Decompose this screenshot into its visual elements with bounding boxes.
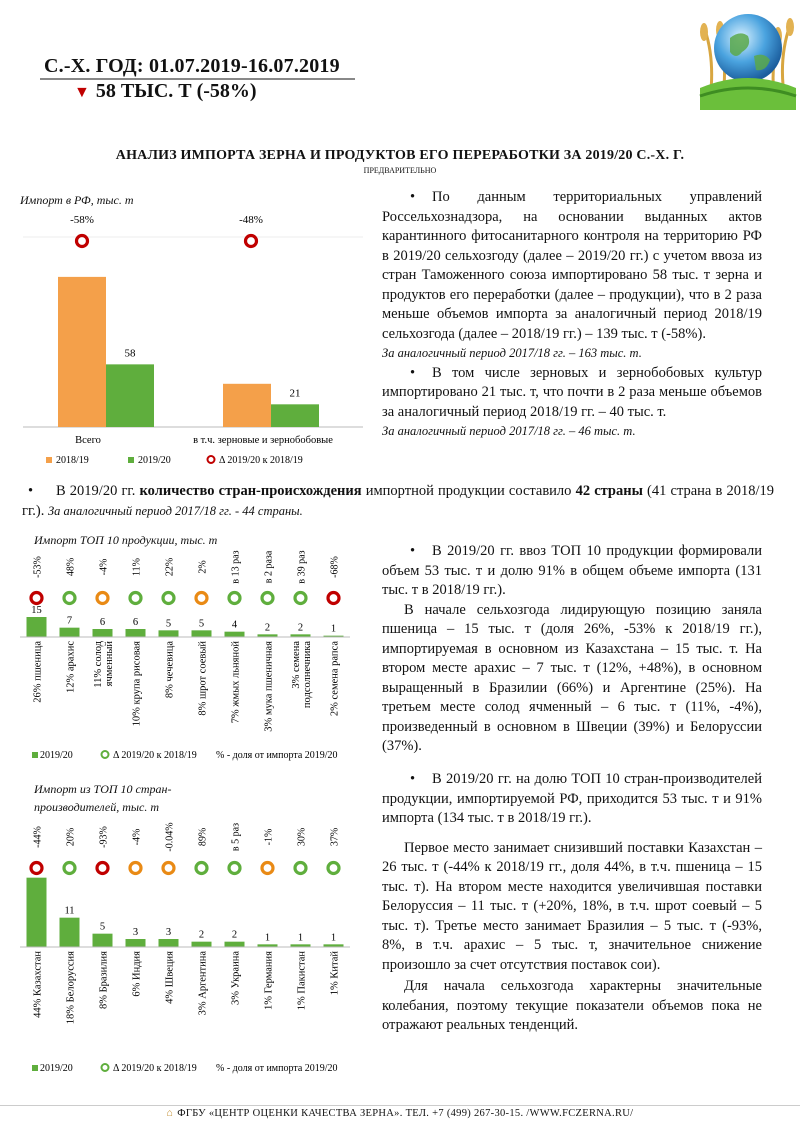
countries-text-e: (41 страна в 2018/19 гг.). (22, 483, 774, 519)
change-label: -44% (32, 826, 44, 848)
change-label: 2% (197, 560, 209, 574)
change-label: 20% (65, 827, 77, 847)
countries-count: 42 страны (575, 483, 643, 499)
change-label: -53% (32, 556, 44, 578)
bar-2019-20 (126, 629, 146, 637)
change-marker (262, 863, 273, 874)
data-label: 58 (124, 347, 136, 360)
change-label: в 13 раз (230, 550, 242, 584)
legend-swatch-2019-20 (32, 752, 38, 758)
section1-paragraph-2: • В том числе зерновых и зернобобовых культур импортировано 21 тыс. т, что почти в 2 раза меньше объемов за аналогичный период 2018/19 гг. – 40 тыс. т. (382, 364, 762, 423)
change-marker (64, 863, 75, 874)
change-marker (328, 593, 339, 604)
change-marker (64, 593, 75, 604)
data-label: 6 (99, 617, 106, 628)
data-label: 2 (198, 929, 205, 941)
change-marker (31, 863, 42, 874)
category-label: 1% Китай (329, 951, 341, 996)
change-marker (229, 863, 240, 874)
category-label: 10% крупа рисовая (131, 641, 143, 727)
change-marker (163, 863, 174, 874)
bar-2018-19 (58, 277, 106, 427)
data-label: 7 (66, 615, 73, 627)
category-label: 26% пшеница (32, 641, 44, 703)
bar-2019-20 (271, 404, 319, 427)
data-label: 1 (330, 932, 337, 944)
legend-swatch-2019-20 (128, 457, 134, 463)
countries-text-b: количество стран-происхождения (139, 483, 362, 499)
change-label: 48% (65, 557, 77, 577)
change-label: -93% (98, 826, 110, 848)
change-marker (295, 593, 306, 604)
category-label: 8% Бразилия (98, 951, 110, 1010)
footer-text: ФГБУ «ЦЕНТР ОЦЕНКИ КАЧЕСТВА ЗЕРНА». ТЕЛ. +7 (499) 267-30-15. /WWW.FCZERNA.RU/ (177, 1108, 634, 1119)
category-label: в т.ч. зерновые и зернобобовые (193, 435, 333, 446)
change-label: в 5 раз (230, 822, 242, 852)
data-label: 3 (165, 927, 172, 938)
change-marker (229, 593, 240, 604)
top10-products-chart (18, 545, 370, 770)
category-label: Всего (75, 435, 101, 446)
bar-2019-20 (159, 630, 179, 637)
data-label: 1 (297, 932, 304, 944)
category-label: ячменный (104, 641, 115, 687)
category-label: 7% жмых льняной (230, 641, 242, 724)
legend-marker-icon (208, 456, 215, 463)
section1-note-2: За аналогичный период 2017/18 гг. – 46 тыс. т. (382, 424, 636, 438)
bar-2019-20 (27, 878, 47, 947)
data-label: 6 (132, 617, 139, 628)
legend-label: % - доля от импорта 2019/20 (216, 1063, 338, 1074)
change-label: в 2 раза (263, 550, 275, 584)
chart2-title: Импорт ТОП 10 продукции, тыс. т (34, 533, 218, 547)
section3-paragraph-1: • В 2019/20 гг. на долю ТОП 10 стран-производителей продукции, импортируемой РФ, приходится 53 тыс. т и 91% импорта (134 тыс. т в 2018/19 гг.). (382, 770, 762, 829)
section2-text (382, 542, 762, 757)
category-label: 4% Швеция (164, 951, 176, 1004)
data-label: 21 (289, 387, 301, 400)
section1-note-1: За аналогичный период 2017/18 гг. – 163 тыс. т. (382, 346, 642, 360)
data-label: 3 (132, 927, 139, 938)
change-marker (31, 593, 42, 604)
bar-2019-20 (126, 939, 146, 947)
change-marker (295, 863, 306, 874)
category-label: 44% Казахстан (32, 951, 44, 1018)
bar-2019-20 (192, 942, 212, 947)
legend-swatch-2018-19 (46, 457, 52, 463)
house-icon: ⌂ (166, 1108, 174, 1119)
data-label: 2 (231, 929, 238, 941)
globe-logo-icon (690, 0, 800, 110)
change-label: -48% (239, 214, 263, 226)
legend-label: Δ 2019/20 к 2018/19 (113, 750, 197, 761)
legend-label: 2019/20 (40, 1063, 73, 1074)
legend-label: 2019/20 (40, 750, 73, 761)
legend-marker-icon (102, 751, 109, 758)
data-label: 15 (31, 605, 42, 616)
category-label: подсолнечника (302, 641, 313, 709)
change-marker (328, 863, 339, 874)
section2-paragraph-1: • В 2019/20 гг. ввоз ТОП 10 продукции формировали объем 53 тыс. т и долю 91% в общем объеме импорта (131 тыс. т в 2018/19 гг.). (382, 542, 762, 601)
category-label: 3% Аргентина (197, 951, 209, 1016)
countries-paragraph (22, 481, 774, 521)
change-marker (130, 593, 141, 604)
change-marker (97, 593, 108, 604)
change-marker (97, 863, 108, 874)
bar-2019-20 (60, 628, 80, 637)
page-subtitle: ПРЕДВАРИТЕЛЬНО (363, 166, 437, 175)
change-label: -68% (329, 556, 341, 578)
section1-paragraph-1: • По данным территориальных управлений Россельхознадзора, на основании выданных актов карантинного фитосанитарного контроля на территорию РФ в 2019/20 сельхозгоду (далее – 2019/20 гг.) с учетом ввоза из стран Таможенного союза импортировано 58 тыс. т зерна и продуктов его переработки (далее – продукции), что в 2 раза меньше объемов импорта за аналогичный период 2018/19 сельхозгода (далее – 2018/19 гг.) – 139 тыс. т (-58%). (382, 188, 762, 344)
bullet-icon: • (28, 483, 34, 499)
data-label: 4 (231, 619, 238, 631)
chart3-title: Импорт из ТОП 10 стран-производителей, тыс. т (34, 782, 172, 814)
legend-label: Δ 2019/20 к 2018/19 (113, 1063, 197, 1074)
legend-swatch-2019-20 (32, 1065, 38, 1071)
bar-2019-20 (225, 942, 245, 947)
legend-label: % - доля от импорта 2019/20 (216, 750, 338, 761)
data-label: 11 (64, 905, 75, 917)
category-label: 3% Украина (230, 951, 242, 1006)
change-marker (262, 593, 273, 604)
import-total-chart (18, 205, 370, 475)
category-label: 12% арахис (65, 641, 77, 693)
category-label: 2% семена рапса (329, 641, 341, 717)
change-label: -58% (70, 214, 94, 226)
category-label: 8% шрот соевый (197, 641, 209, 716)
change-marker (77, 236, 88, 247)
category-label: 18% Белоруссия (65, 951, 77, 1025)
section2-paragraph-2: В начале сельхозгода лидирующую позицию заняла пшеница – 15 тыс. т (доля 26%, -53% к 2018/19 гг.), импортируемая в основном из Казахстана – 15 тыс. т. На втором месте арахис – 7 тыс. т (12%, +48%), в основном выращенный в Бразилии (66%) и Аргентине (25%). На третьем месте солод ячменный – 6 тыс. т (11%, -4%), произведенный в основном в Швеции (39%) и Белоруссии (37%). (382, 601, 762, 754)
section3-text (382, 770, 762, 1036)
countries-text-a: В 2019/20 гг. (56, 483, 140, 499)
change-label: -1% (263, 828, 275, 846)
bar-2019-20 (27, 617, 47, 637)
change-marker (163, 593, 174, 604)
change-label: 30% (296, 827, 308, 847)
bar-2018-19 (223, 384, 271, 427)
bar-2019-20 (93, 934, 113, 947)
data-label: 5 (198, 618, 205, 630)
legend-label: 2018/19 (56, 455, 89, 466)
category-label: 1% Пакистан (296, 951, 308, 1011)
page-title: АНАЛИЗ ИМПОРТА ЗЕРНА И ПРОДУКТОВ ЕГО ПЕРЕРАБОТКИ ЗА 2019/20 С.-Х. Г. (115, 148, 685, 163)
data-label: 5 (165, 618, 172, 630)
legend-label: Δ 2019/20 к 2018/19 (219, 455, 303, 466)
change-label: 37% (329, 827, 341, 847)
change-marker (130, 863, 141, 874)
countries-note: За аналогичный период 2017/18 гг. - 44 страны. (47, 504, 303, 518)
change-label: -4% (131, 828, 143, 846)
change-marker (246, 236, 257, 247)
section3-paragraph-2: Первое место занимает снизивший поставки Казахстан – 26 тыс. т (-44% к 2018/19 гг., доля 44%, в т.ч. пшеница – 15 тыс. т). На втором месте находится увеличившая поставки Белоруссия – 11 тыс. т (+20%, 18%, в т.ч. шрот соевый – 5 тыс. т). Третье место занимает Бразилия – 5 тыс. т (-93%, 8%, в т.ч. арахис – 5 тыс. т, значительное снижение произошло за счет отсутствия поставок сои). (382, 839, 762, 973)
category-label: 3% семена (291, 641, 302, 689)
top10-countries-chart (18, 815, 370, 1080)
countries-text-c: импортной продукции составило (361, 483, 576, 499)
category-label: 1% Германия (263, 951, 275, 1010)
change-value: 58 ТЫС. Т (-58%) (95, 80, 257, 102)
change-marker (196, 863, 207, 874)
change-label: -4% (98, 558, 110, 576)
change-label: 22% (164, 557, 176, 577)
data-label: 5 (99, 921, 106, 933)
bar-2019-20 (159, 939, 179, 947)
change-label: 89% (197, 827, 209, 847)
section3-paragraph-3: Для начала сельхозгода характерны значительные колебания, поэтому текущие показатели объемов пока не отражают реальных тенденций. (382, 978, 762, 1033)
down-triangle-icon: ▼ (74, 84, 90, 101)
period-title: С.-Х. ГОД: 01.07.2019-16.07.2019 (44, 55, 340, 77)
bar-2019-20 (93, 629, 113, 637)
data-label: 2 (264, 622, 271, 634)
bar-2019-20 (192, 630, 212, 637)
change-marker (196, 593, 207, 604)
footer (0, 1108, 800, 1119)
change-label: в 39 раз (296, 550, 308, 584)
category-label: 11% солод (93, 641, 104, 688)
category-label: 6% Индия (131, 951, 143, 997)
bar-2019-20 (225, 632, 245, 637)
bar-2019-20 (106, 364, 154, 427)
change-label: -0.04% (164, 822, 176, 852)
chart1-title: Импорт в РФ, тыс. т (20, 193, 134, 207)
footer-divider (0, 1105, 800, 1106)
category-label: 3% мука пшеничная (263, 641, 275, 732)
category-label: 8% чечевица (164, 641, 176, 699)
data-label: 1 (330, 623, 337, 635)
bar-2019-20 (60, 918, 80, 947)
data-label: 1 (264, 932, 271, 944)
data-label: 2 (297, 622, 304, 634)
change-label: 11% (131, 558, 143, 576)
section1-text (382, 188, 762, 442)
change-headline (74, 80, 257, 103)
legend-marker-icon (102, 1064, 109, 1071)
legend-label: 2019/20 (138, 455, 171, 466)
